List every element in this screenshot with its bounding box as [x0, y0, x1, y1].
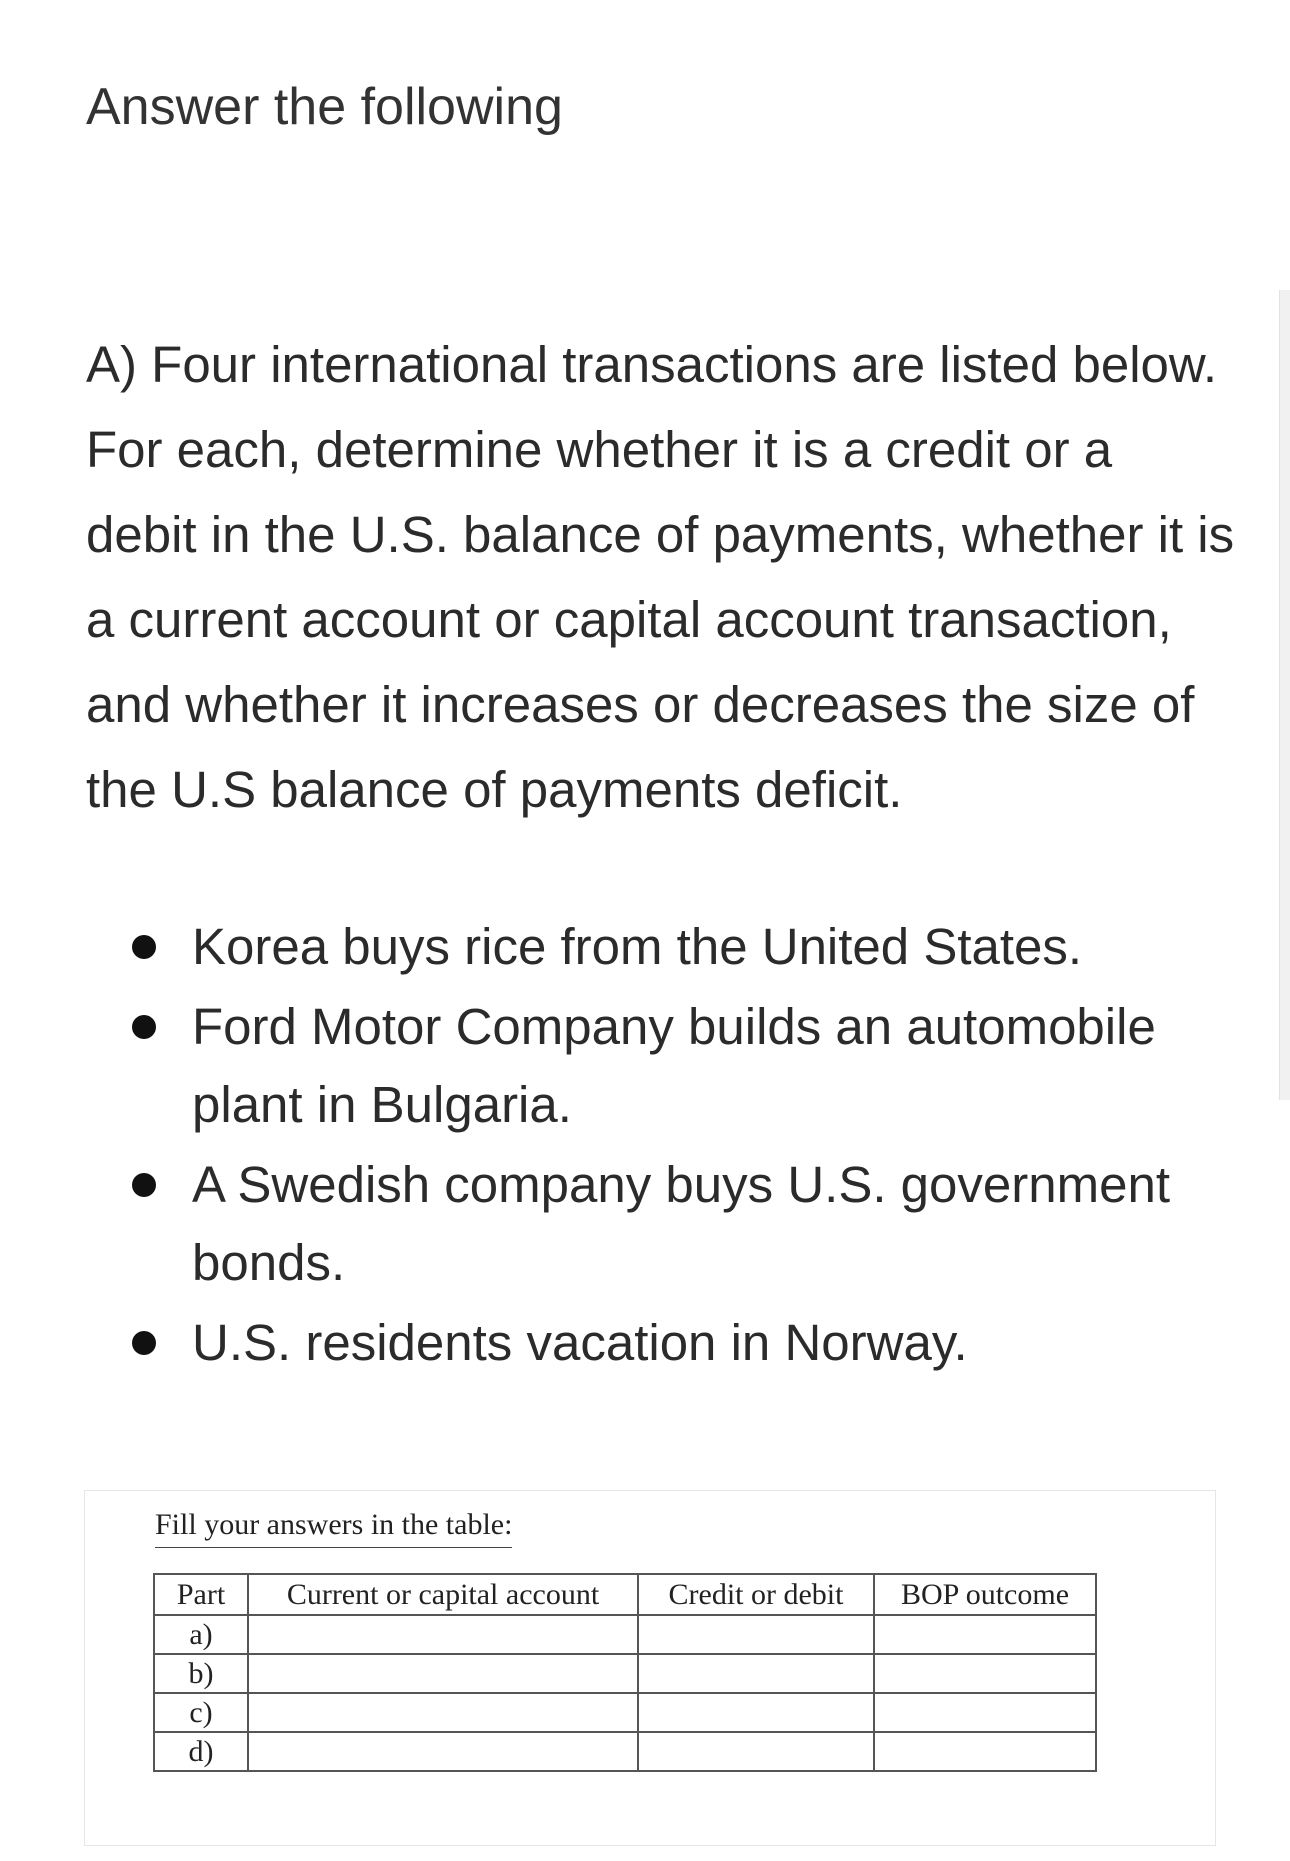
column-header-part: Part: [154, 1574, 248, 1615]
table-row: [154, 1693, 1096, 1732]
bullet-icon: [132, 1331, 156, 1355]
table-row: [154, 1654, 1096, 1693]
bullet-icon: [132, 935, 156, 959]
table-cell: [248, 1693, 638, 1732]
table-cell-part: b): [154, 1654, 248, 1693]
table-cell-part: c): [154, 1693, 248, 1732]
question-text: A) Four international transactions are listed below. For each, determine whether it is a credit or a debit in the U.S. balance of payments, whether it is a current account or capital account transaction, and whether it increases or decreases the size of the U.S balance of payments deficit.: [86, 336, 1235, 818]
table-cell: [248, 1732, 638, 1771]
table-cell: [874, 1693, 1096, 1732]
table-cell: [874, 1732, 1096, 1771]
list-item: [86, 988, 1236, 1144]
table-cell-part: a): [154, 1615, 248, 1654]
list-item: [86, 1304, 1236, 1382]
list-item: [86, 908, 1236, 986]
page-heading: Answer the following: [86, 78, 563, 136]
column-header-bop-outcome: BOP outcome: [874, 1574, 1096, 1615]
list-item: [86, 1146, 1236, 1302]
table-instruction: Fill your answers in the table:: [155, 1505, 512, 1548]
table-row: [154, 1732, 1096, 1771]
scrollbar[interactable]: [1279, 290, 1290, 1100]
table-cell: [874, 1654, 1096, 1693]
table-header-row: [154, 1574, 1096, 1615]
table-cell: [248, 1615, 638, 1654]
table-cell: [874, 1615, 1096, 1654]
table-cell: [638, 1615, 874, 1654]
table-cell: [248, 1654, 638, 1693]
answer-table-image: [84, 1490, 1216, 1846]
table-cell-part: d): [154, 1732, 248, 1771]
table-cell: [638, 1693, 874, 1732]
table-cell: [638, 1732, 874, 1771]
bullet-icon: [132, 1173, 156, 1197]
bullet-icon: [132, 1015, 156, 1039]
table-cell: [638, 1654, 874, 1693]
table-row: [154, 1615, 1096, 1654]
transaction-list: [86, 908, 1236, 1384]
answer-table: [153, 1573, 1097, 1772]
list-item-text: Ford Motor Company builds an automobile plant in Bulgaria.: [192, 998, 1156, 1133]
column-header-account: Current or capital account: [248, 1574, 638, 1615]
list-item-text: U.S. residents vacation in Norway.: [192, 1314, 968, 1371]
list-item-text: A Swedish company buys U.S. government bonds.: [192, 1156, 1170, 1291]
list-item-text: Korea buys rice from the United States.: [192, 918, 1083, 975]
column-header-credit-debit: Credit or debit: [638, 1574, 874, 1615]
